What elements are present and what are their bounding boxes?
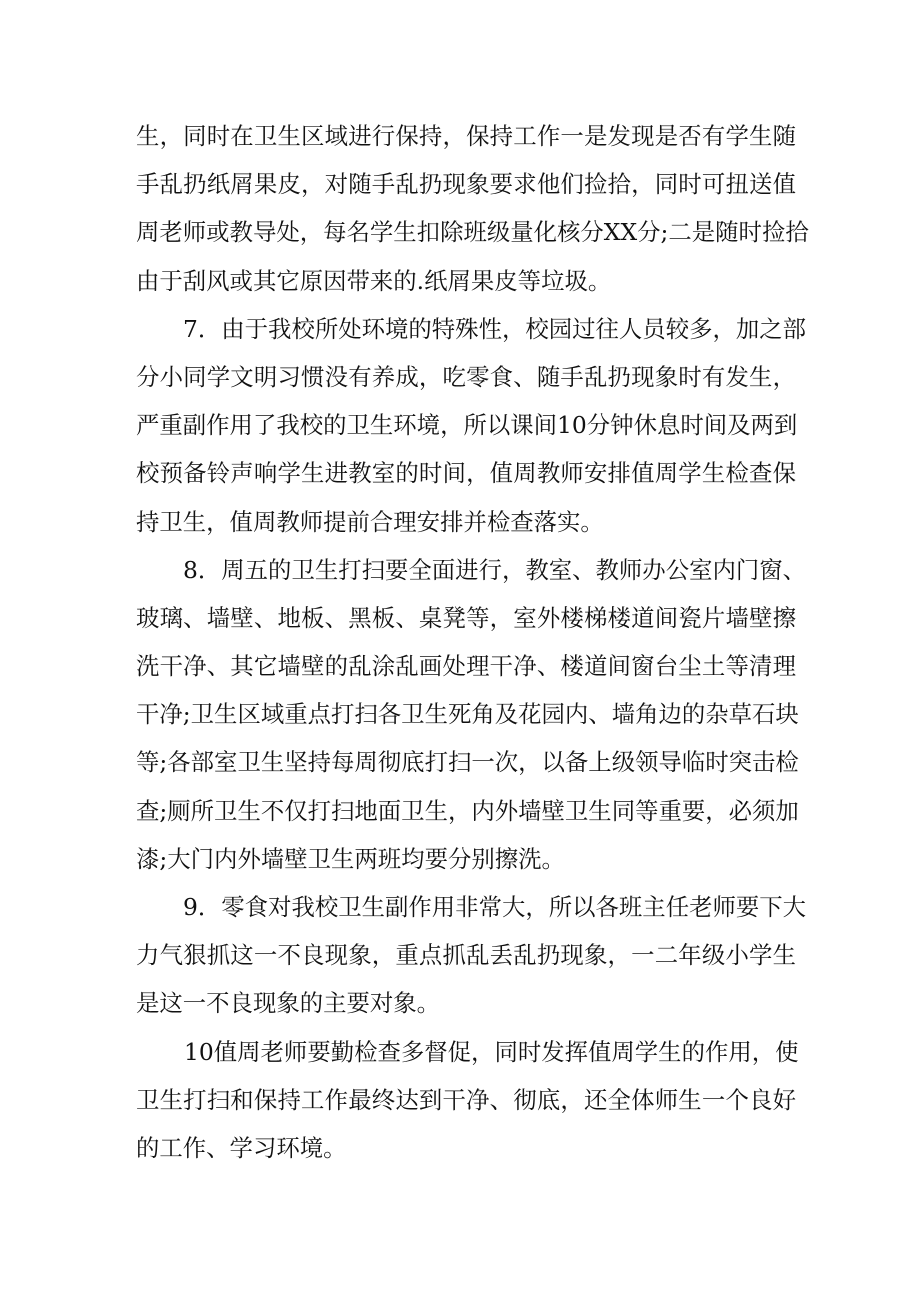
paragraph-line: 生，同时在卫生区域进行保持，保持工作一是发现是否有学生随 [136,122,796,150]
paragraph-line: 力气狠抓这一不良现象，重点抓乱丢乱扔现象，一二年级小学生 [136,941,796,970]
paragraph-line: 等;各部室卫生坚持每周彻底打扫一次，以备上级领导临时突击检 [136,748,799,777]
paragraph-line: 洗干净、其它墙壁的乱涂乱画处理干净、楼道间窗台尘土等清理 [136,652,796,681]
paragraph-continuation [136,112,809,305]
paragraph-line: 校预备铃声响学生进教室的时间，值周教师安排值周学生检查保 [136,459,796,488]
paragraph-line: 10值周老师要勤检查多督促，同时发挥值周学生的作用，使 [184,1037,799,1066]
paragraph-line: 玻璃、墙壁、地板、黑板、桌凳等，室外楼梯楼道间瓷片墙壁擦 [136,603,796,632]
paragraph-line: 干净;卫生区域重点打扫各卫生死角及花园内、墙角边的杂草石块 [136,700,799,729]
paragraph-line: 手乱扔纸屑果皮，对随手乱扔现象要求他们捡拾，同时可扭送值 [136,170,796,199]
paragraph-item-10 [136,1028,799,1173]
paragraph-line: 7．由于我校所处环境的特殊性，校园过往人员较多，加之部 [183,314,807,343]
paragraph-line: 9．零食对我校卫生副作用非常大，所以各班主任老师要下大 [183,893,807,921]
paragraph-item-7 [136,305,807,546]
paragraph-line: 分小同学文明习惯没有养成，吃零食、随手乱扔现象时有发生， [136,362,796,391]
paragraph-line: 的工作、学习环境。 [136,1133,347,1162]
document-body [136,112,809,1172]
paragraph-line: 严重副作用了我校的卫生环境，所以课间10分钟休息时间及两到 [136,411,798,440]
paragraph-line: 漆;大门内外墙壁卫生两班均要分别擦洗。 [136,844,565,873]
paragraph-item-9 [136,883,807,1028]
paragraph-line: 8．周五的卫生打扫要全面进行，教室、教师办公室内门窗、 [183,555,807,584]
paragraph-line: 查;厕所卫生不仅打扫地面卫生，内外墙壁卫生同等重要，必须加 [136,796,799,825]
paragraph-line: 持卫生，值周教师提前合理安排并检查落实。 [136,507,604,536]
paragraph-line: 卫生打扫和保持工作最终达到干净、彻底，还全体师生一个良好 [136,1085,796,1114]
paragraph-line: 是这一不良现象的主要对象。 [136,989,441,1018]
paragraph-item-8 [136,546,807,883]
paragraph-line: 由于刮风或其它原因带来的.纸屑果皮等垃圾。 [136,266,612,295]
paragraph-line: 周老师或教导处，每名学生扣除班级量化核分XX分;二是随时捡拾 [136,218,809,247]
